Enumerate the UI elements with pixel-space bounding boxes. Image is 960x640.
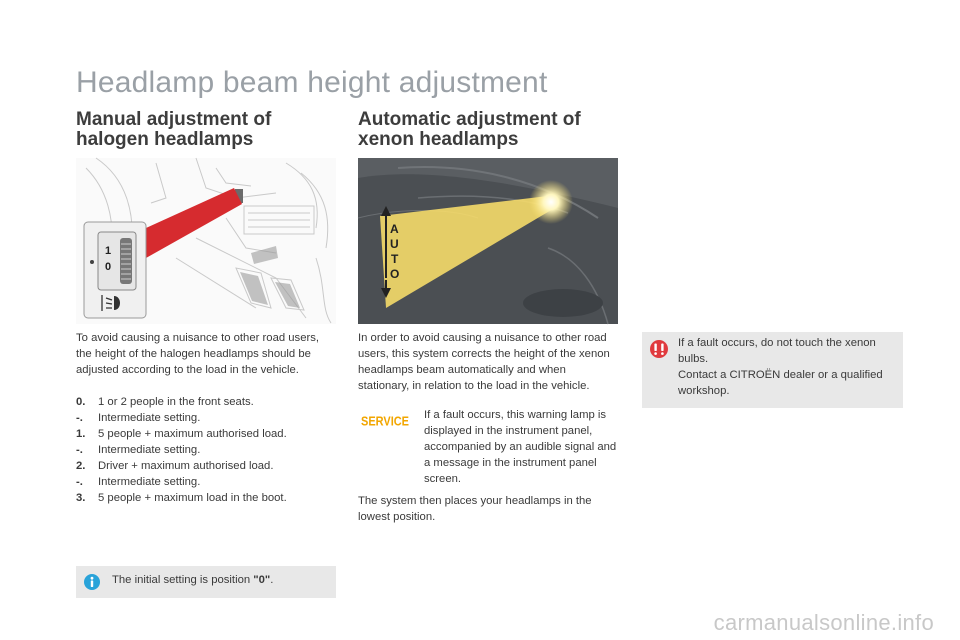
list-item	[76, 442, 334, 458]
heading-line: Automatic adjustment of	[358, 109, 581, 130]
headlamp-glow	[529, 180, 573, 224]
list-item	[76, 426, 334, 442]
setting-text: Intermediate setting.	[98, 476, 201, 488]
dial-dot	[90, 260, 94, 264]
auto-letter-a: A	[390, 222, 399, 236]
xenon-headlamp-illustration	[358, 158, 618, 324]
page-title: Headlamp beam height adjustment	[76, 66, 548, 99]
heading-line: Manual adjustment of	[76, 109, 272, 130]
setting-key: 2.	[76, 460, 86, 472]
auto-letter-u: U	[390, 237, 399, 251]
setting-text: Intermediate setting.	[98, 444, 201, 456]
list-item	[76, 490, 334, 506]
service-icon	[360, 413, 410, 428]
list-item	[76, 394, 334, 410]
setting-text: Driver + maximum authorised load.	[98, 460, 274, 472]
auto-letter-o: O	[390, 267, 400, 281]
setting-text: 5 people + maximum load in the boot.	[98, 492, 287, 504]
section-heading-manual	[76, 110, 271, 150]
dial-label-0: 0	[105, 261, 112, 273]
list-item	[76, 474, 334, 490]
dashboard-drawing	[76, 158, 336, 324]
initial-note-value: "0"	[253, 574, 271, 586]
setting-key: 3.	[76, 492, 86, 504]
manual-intro-text: To avoid causing a nuisance to other road users, the height of the halogen headlamps should be adjusted according to the load in the vehicle.	[76, 332, 320, 376]
info-icon	[84, 574, 100, 595]
setting-text: Intermediate setting.	[98, 412, 201, 424]
dashboard-illustration	[76, 158, 336, 324]
setting-text: 1 or 2 people in the front seats.	[98, 396, 254, 408]
xenon-drawing	[358, 158, 618, 324]
initial-note-prefix: The initial setting is position	[112, 574, 254, 586]
service-warning-badge	[360, 413, 410, 428]
list-item	[76, 410, 334, 426]
warning-line: Contact a CITROËN dealer or a qualified workshop.	[678, 369, 883, 397]
service-badge-text: SERVICE	[361, 413, 410, 429]
warning-line: If a fault occurs, do not touch the xenon bulbs.	[678, 337, 876, 365]
initial-setting-note	[76, 566, 336, 598]
footer-watermark: carmanualsonline.info	[713, 610, 934, 635]
setting-key: -.	[76, 476, 83, 488]
heading-line: xenon headlamps	[358, 129, 519, 150]
list-item	[76, 458, 334, 474]
xenon-warning-note	[642, 332, 903, 408]
heading-line: halogen headlamps	[76, 129, 254, 150]
settings-list	[76, 394, 334, 506]
section-heading-automatic	[358, 110, 581, 150]
dial-label-1: 1	[105, 245, 112, 257]
warning-icon	[648, 340, 670, 363]
setting-key: -.	[76, 444, 83, 456]
warning-text	[678, 335, 898, 399]
lowest-position-text: The system then places your headlamps in the lowest position.	[358, 495, 592, 523]
pointer-highlight	[146, 188, 242, 258]
fault-lamp-text: If a fault occurs, this warning lamp is displayed in the instrument panel, accompanied by an audible signal and a message in the instrument panel screen.	[424, 409, 617, 485]
setting-key: 1.	[76, 428, 86, 440]
initial-note-suffix: .	[270, 574, 274, 586]
thumbwheel	[120, 238, 132, 284]
setting-key: 0.	[76, 396, 86, 408]
auto-letter-t: T	[391, 252, 399, 266]
setting-text: 5 people + maximum authorised load.	[98, 428, 287, 440]
setting-key: -.	[76, 412, 83, 424]
automatic-intro-text: In order to avoid causing a nuisance to other road users, this system corrects the height of the xenon headlamps beam automatically and when stationary, in relation to the load in the vehicle.	[358, 332, 610, 392]
initial-setting-text	[112, 574, 273, 586]
